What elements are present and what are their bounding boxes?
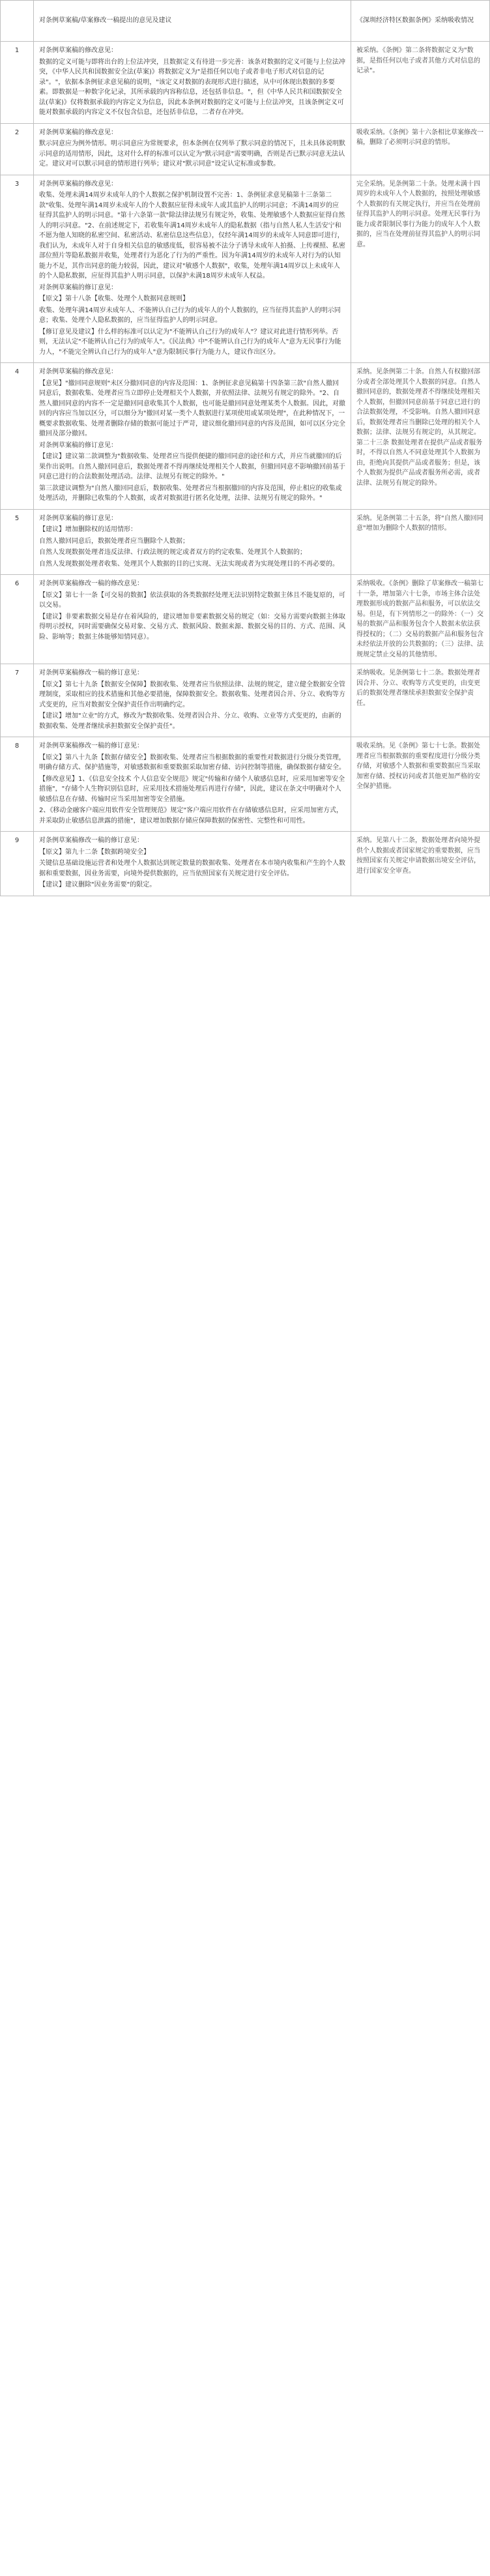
suggestion-paragraph: 【原文】第九十二条【数据跨境安全】	[39, 848, 150, 856]
table-row	[1, 509, 490, 575]
header-number	[1, 1, 34, 42]
suggestion-paragraph: 对条例草案稿的修订意见：	[39, 284, 117, 291]
suggestion-paragraph: 收集、处理未满14周岁未成年人的个人数据之保护机制设置不完善：1、条例征求意见稿第十三条第二款"收集、处理年满14周岁未成年人的个人数据应征得未成年人或其监护人的明示同意；不满14周岁的应征得其监护人的明示同意。"第十六条第一款"除法律法规另有规定外，收集、处理敏感个人数据应征得自然人的明示同意。"2、在前述规定下，若收集年满14周岁未成年人的隐私数据（指与自然人私人生活安宁和不愿为他人知晓的私密空间、私密活动、私密信息这些信息），仅经年满14周岁的未成年人同意即可进行，我们认为，未成年人对于自身相关信息的敏感度低，很容易被不法分子诱导未成年人拍摄、上传裸照、私密部位照片等隐私数据并收集，处理者行为恶化了行为的严重性。因为年满14周岁的未成年人对行为的认知能力不足，其作出同意的能力较弱，因此，建议对"敏感个人数据"，收集，处理年满14周岁以上未成年人的个人隐私数据，应征得其监护人明示同意，以保护未满18周岁未成年人权益。	[39, 192, 345, 280]
suggestion-paragraph: 对条例草案稿的修改意见：	[39, 368, 117, 375]
suggestion-paragraph: 对条例草案稿的修改意见：	[39, 47, 117, 54]
suggestion-paragraph: 对条例草案稿的修订意见：	[39, 514, 117, 522]
table-row	[1, 42, 490, 124]
table-row	[1, 363, 490, 510]
suggestion-cell	[34, 832, 351, 896]
adoption-cell: 吸收采纳。见《条例》第七十七条。数据处理者应当根据数据的重要程度进行分级分类存储，对敏感个人数据和重要数据应当采取加密存储、授权访问或者其他更加严格的安全保护措施。	[351, 737, 490, 832]
suggestion-paragraph: 【建议】非要素数据交易是存在着风险的，建议增加非要素数据交易的规定（如：交易方需要向数据主体取得明示授权，同时需要确保交易对象、交易方式、数据风险、数据来源、数据交易的目的、方式、范围、风险、影响等；数据主体能够知情同意）。	[39, 613, 345, 641]
adoption-cell: 吸收采纳。《条例》第十六条相比草案修改一稿，删除了必须明示同意的情形。	[351, 123, 490, 175]
suggestion-paragraph: 对条例草案稿修改一稿的修订意见：	[39, 669, 143, 677]
suggestion-cell	[34, 737, 351, 832]
table-row	[1, 575, 490, 664]
suggestion-cell	[34, 363, 351, 510]
suggestion-paragraph: 自然人发现数据处理者违反法律、行政法规的规定或者双方的约定收集、处理其个人数据的；	[39, 549, 306, 556]
row-number: 5	[1, 509, 34, 575]
header-adoption: 《深圳经济特区数据条例》采纳吸收情况	[351, 1, 490, 42]
row-number: 1	[1, 42, 34, 124]
suggestion-paragraph: 对条例草案稿的修改意见：	[39, 128, 117, 136]
table-body	[1, 42, 490, 896]
suggestion-paragraph: 【建议】增加"立业"的方式，修改为"数据收集、处理者因合并、分立、收购、立业等方式变更的，由新的数据收集、处理者继续承担数据安全保护责任"。	[39, 712, 341, 730]
table-row	[1, 123, 490, 175]
suggestion-paragraph: 【建议】建议第二款调整为"数据收集、处理者应当提供便捷的撤回同意的途径和方式，并应当就撤回的后果作出说明。自然人撤回同意后，数据处理者不得再继续处理相关个人数据，但撤回同意不影响撤回前基于同意已进行的合法数据处理活动。法律、法规另有规定的除外。"	[39, 453, 345, 480]
suggestion-paragraph: 【意见】"撤回同意规则"未区分撤回同意的内容及范围：1、条例征求意见稿第十四条第三款"自然人撤回同意后，数据收集、处理者应当立即停止处理相关个人数据，并依照法律、法规另有规定的除外。"2、自然人撤回同意的内容不一定是撤回同意收集其个人数据，也可能是撤回同意处理某类个人数据。因此，对撤回的内容应当加以区分，可以细分为"撤回对某一类个人数据进行某项使用或某项处理"，在此种情况下，一概要求数据收集、处理者删除存储的数据可能过于严苛，建议细化撤回同意的内容及范围，如可以区分完全撤回及部分撤回。	[39, 379, 345, 437]
adoption-cell: 采纳。见条例第二十五条，将"自然人撤回同意"增加为删除个人数据的情形。	[351, 509, 490, 575]
suggestion-cell	[34, 42, 351, 124]
adoption-cell: 采纳吸收。《条例》删除了草案修改一稿第七十一条，增加第六十七条，市场主体合法处理数据形成的数据产品和服务，可以依法交易。但是，有下列情形之一的除外：（一）交易的数据产品和服务包含个人数据未依法获得授权的；（二）交易的数据产品和服务包含未经依法开放的公共数据的；（三）法律、法规规定禁止交易的其他情形。	[351, 575, 490, 664]
suggestion-paragraph: 对条例草案稿修改一稿的修订意见：	[39, 837, 143, 844]
suggestion-paragraph: 2、《移动金融客户端应用软件安全管理规范》规定"客户端应用软件在存储敏感信息时，应采用加密方式，并采取防止敏感信息泄露的措施"，建议增加数据存储应保障数据的保密性、完整性和可用性。	[39, 807, 343, 825]
adoption-cell: 完全采纳。见条例第二十条。处理未满十四周岁的未成年人个人数据的，按照处理敏感个人数据的有关规定执行，并应当在处理前征得其监护人的明示同意。处理无民事行为能力或者限制民事行为能力的成年人个人数据的，应当在处理前征得其监护人的明示同意。	[351, 175, 490, 363]
suggestion-cell	[34, 123, 351, 175]
suggestion-paragraph: 对条例草案稿修改一稿的修改意见：	[39, 580, 143, 587]
suggestion-paragraph: 默示同意应为例外情形。明示同意应为常规要求，但本条例在仅列举了默示同意的情况下，且未具体说明默示同意的适用情形，因此，这对什么样的标准可以认定为"默示同意"需要明确，否则是否已默示同意无法认定。建议对可以默示同意的情形进行列举；建议对"默示同意"设定认定标准或参数。	[39, 140, 345, 168]
suggestion-paragraph: 关键信息基础设施运营者和处理个人数据达到规定数量的数据收集、处理者在本市境内收集和产生的个人数据和重要数据，因业务需要，向境外提供数据的，应当依照国家有关规定进行安全评估。	[39, 860, 345, 877]
suggestion-cell	[34, 664, 351, 737]
suggestion-cell	[34, 575, 351, 664]
suggestion-paragraph: 【原文】第七十一条【可交易的数据】依法获取的各类数据经处理无法识别特定数据主体且不能复原的，可以交易。	[39, 591, 345, 609]
table-row	[1, 737, 490, 832]
table-header-row	[1, 1, 490, 42]
row-number: 6	[1, 575, 34, 664]
adoption-cell: 采纳。见第八十二条，数据处理者向境外提供个人数据或者国家规定的重要数据，应当按照国家有关规定申请数据出境安全评估，进行国家安全审查。	[351, 832, 490, 896]
suggestion-paragraph: 【修改意见】1、《信息安全技术 个人信息安全规范》规定"传输和存储个人敏感信息时，应采用加密等安全措施"，"存储个人生物识别信息时，应采用技术措施处理后再进行存储"，因此，建议在条文中明确对个人敏感信息在存储、传输时应当采用加密等安全措施。	[39, 775, 345, 803]
row-number: 9	[1, 832, 34, 896]
row-number: 7	[1, 664, 34, 737]
suggestion-cell	[34, 509, 351, 575]
row-number: 2	[1, 123, 34, 175]
suggestion-paragraph: 【原文】第七十九条【数据安全保障】数据收集、处理者应当依照法律、法规的规定，建立健全数据安全管理制度，采取相应的技术措施和其他必要措施，保障数据安全。数据收集、处理者因合并、分立、收购等方式变更的，应当对数据安全保护责任作出明确约定。	[39, 681, 345, 709]
row-number: 4	[1, 363, 34, 510]
adoption-cell: 采纳。见条例第二十条。自然人有权撤回部分或者全部处理其个人数据的同意。自然人撤回同意的，数据处理者不得继续处理相关个人数据，但撤回同意前基于同意已进行的合法数据处理，不受影响。自然人撤回同意后，数据处理者应当删除已处理的相关个人数据；法律、法规另有规定的，从其规定。第二十三条 数据处理者在提供产品或者服务时，不得以自然人不同意处理其个人数据为由，拒绝向其提供产品或者服务；但是，该个人数据为提供产品或者服务所必需，或者法律、法规另有规定的除外。	[351, 363, 490, 510]
adoption-cell: 采纳吸收。见条例第七十二条。数据处理者因合并、分立、收购等方式变更的，由变更后的数据处理者继续承担数据安全保护责任。	[351, 664, 490, 737]
suggestion-paragraph: 【原文】第十八条【收集、处理个人数据同意规则】	[39, 295, 189, 302]
suggestion-paragraph: 数据的定义可能与即将出台的上位法冲突，且数据定义有待进一步完善：该条对数据的定义可能与上位法冲突，《中华人民共和国数据安全法(草案)》将数据定义为"是指任何以电子或者非电子形式对信息的记录"。"，依据本条例征求意见稿的说明，"该定义对数据的表现形式进行描述，从中可体现出数据的多要素。即数据是一种数字化记录，其所承载的内容称信息，还包括非信息。"，但《中华人民共和国数据安全法(草案)》仅将数据承载的内容定义为信息，因此本条例对数据的定义可能与上位法冲突，且该条例定义可能对数据承载的内容定义不仅包含信息，还包括非信息，二者存在冲突。	[39, 58, 345, 116]
suggestion-paragraph: 【修订意见及建议】什么样的标准可以认定为"不能辨认自己行为的成年人"？建议对此进行情形列举。否则，无法认定"不能辨认自己行为的成年人"。《民法典》中"不能辨认自己行为的成年人"意为无民事行为能力人，"不能完全辨认自己行为的成年人"意为限制民事行为能力人，建议作出区分。	[39, 328, 341, 356]
suggestion-paragraph: 自然人发现数据处理者收集、处理其个人数据的目的已实现、无法实现或者为实现处理目的不再必要的。	[39, 560, 339, 568]
header-suggestion: 对条例草案稿/草案修改一稿提出的意见及建议	[34, 1, 351, 42]
suggestion-paragraph: 对条例草案稿的修订意见：	[39, 441, 117, 449]
suggestion-paragraph: 【建议】建议删除"因业务需要"的限定。	[39, 881, 156, 888]
table-row	[1, 175, 490, 363]
table-row	[1, 832, 490, 896]
suggestion-paragraph: 对条例草案稿修改一稿的修订意见：	[39, 742, 143, 750]
row-number: 3	[1, 175, 34, 363]
suggestion-paragraph: 收集、处理年满14周岁未成年人、不能辨认自己行为的成年人的个人数据的，应当征得其监护人的明示同意；收集、处理个人隐私数据的，应当征得监护人的明示同意。	[39, 306, 341, 324]
suggestion-paragraph: 【原文】第八十九条【数据存储安全】数据收集、处理者应当根据数据的重要性对数据进行分级分类管理，明确存储方式、保护措施等，对敏感数据和重要数据采取加密存储、访问控制等措施，确保数据存储安全。	[39, 754, 345, 771]
suggestion-cell	[34, 175, 351, 363]
table-row	[1, 664, 490, 737]
suggestion-paragraph: 【建议】增加删除权的适用情形：	[39, 526, 137, 533]
suggestion-paragraph: 自然人撤回同意后，数据处理者应当删除个人数据；	[39, 537, 189, 545]
suggestion-paragraph: 对条例草案稿的修改意见：	[39, 180, 117, 188]
suggestion-paragraph: 第三款建议调整为"自然人撤回同意后，数据收集、处理者应当根据撤回的内容及范围，停止相应的收集或处理活动，并删除已收集的个人数据，或者对数据进行匿名化处理，法律、法规另有规定的除外。"	[39, 484, 342, 502]
adoption-cell: 被采纳。《条例》第二条将数据定义为"数据，是指任何以电子或者其他方式对信息的记录"。	[351, 42, 490, 124]
feedback-table	[0, 0, 490, 896]
row-number: 8	[1, 737, 34, 832]
